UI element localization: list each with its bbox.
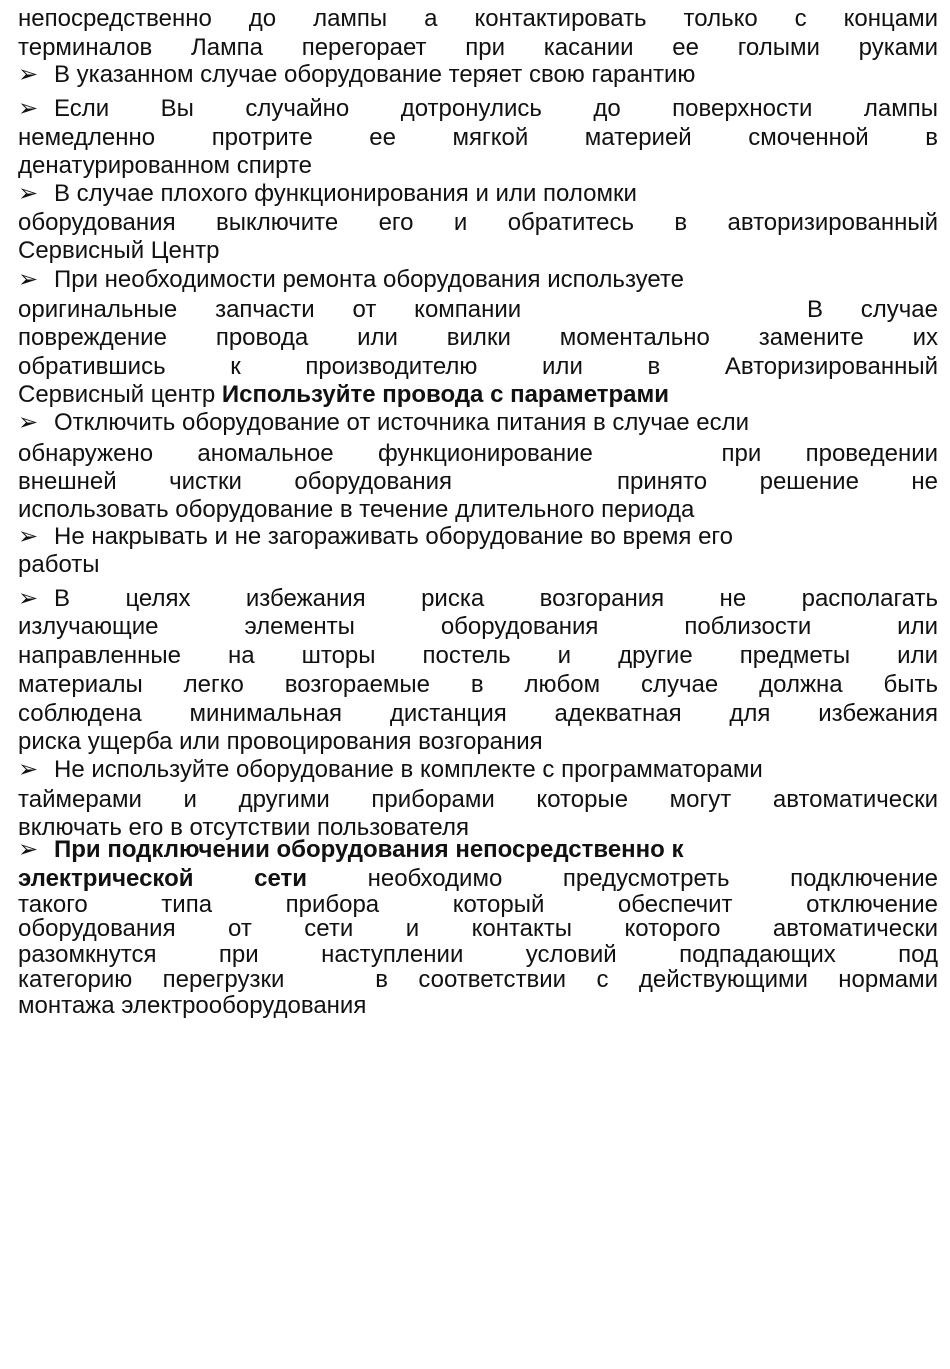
text-line: непосредственно до лампы а контактировать только с концами xyxy=(18,5,938,32)
text-line: таймерами и другими приборами которые могут автоматически xyxy=(18,786,938,813)
bold-phrase: электрической сети xyxy=(18,865,368,892)
text-line: оригинальные запчасти от компании В случае xyxy=(18,296,938,323)
text-line: обратившись к производителю или в Авторизированный xyxy=(18,353,938,380)
text-line: направленные на шторы постель и другие предметы или xyxy=(18,642,938,669)
bullet-item: ➢ Не используйте оборудование в комплекте с программаторами xyxy=(18,756,763,783)
bullet-arrow-icon: ➢ xyxy=(18,585,39,612)
text-line: оборудования от сети и контакты которого автоматически xyxy=(18,915,938,942)
text-line: такого типа прибора который обеспечит отключение xyxy=(18,891,938,918)
text-line: разомкнутся при наступлении условий подпадающих под xyxy=(18,941,938,968)
text-line: работы xyxy=(18,551,100,578)
bold-phrase: При подключении оборудования непосредственно к xyxy=(54,836,684,863)
text-line: Сервисный центр Используйте провода с параметрами xyxy=(18,381,669,408)
text-line: монтажа электрооборудования xyxy=(18,992,367,1019)
bullet-item: ➢ Не накрывать и не загораживать оборудование во время его xyxy=(18,523,734,550)
bullet-item: ➢ При необходимости ремонта оборудования используете xyxy=(18,266,685,293)
bullet-arrow-icon: ➢ xyxy=(18,180,39,207)
bullet-item: ➢ Отключить оборудование от источника питания в случае если xyxy=(18,409,750,436)
bullet-item: ➢ В целях избежания риска возгорания не располагать xyxy=(18,585,938,612)
text-line: денатурированном спирте xyxy=(18,152,313,179)
bullet-item: ➢ В указанном случае оборудование теряет свою гарантию xyxy=(18,61,696,88)
text-line: включать его в отсутствии пользователя xyxy=(18,814,469,841)
text-line: соблюдена минимальная дистанция адекватная для избежания xyxy=(18,700,938,727)
text-line: излучающие элементы оборудования поблизости или xyxy=(18,613,938,640)
bold-phrase: Используйте провода с параметрами xyxy=(221,381,669,408)
bullet-arrow-icon: ➢ xyxy=(18,95,39,122)
bullet-item: ➢ В случае плохого функционирования и или поломки xyxy=(18,180,637,207)
text-line: оборудования выключите его и обратитесь в авторизированный xyxy=(18,209,938,236)
bullet-arrow-icon: ➢ xyxy=(18,523,39,550)
text-line: электрической сети необходимо предусмотреть подключение xyxy=(18,865,938,892)
bullet-item: ➢ Если Вы случайно дотронулись до поверхности лампы xyxy=(18,95,938,122)
bullet-arrow-icon: ➢ xyxy=(18,756,39,783)
text-line: повреждение провода или вилки моментально замените их xyxy=(18,324,938,351)
text-line: материалы легко возгораемые в любом случае должна быть xyxy=(18,671,938,698)
text-line: риска ущерба или провоцирования возгорания xyxy=(18,728,543,755)
text-line: внешней чистки оборудования принято решение не xyxy=(18,468,938,495)
bullet-arrow-icon: ➢ xyxy=(18,409,39,436)
text-line: обнаружено аномальное функционирование при проведении xyxy=(18,440,938,467)
bullet-arrow-icon: ➢ xyxy=(18,836,39,863)
text-line: терминалов Лампа перегорает при касании ее голыми руками xyxy=(18,34,938,61)
text-line: использовать оборудование в течение длительного периода xyxy=(18,496,695,523)
bullet-item xyxy=(18,835,938,864)
bullet-arrow-icon: ➢ xyxy=(18,266,39,293)
text-line: немедленно протрите ее мягкой материей смоченной в xyxy=(18,124,938,151)
text-line: Сервисный Центр xyxy=(18,237,220,264)
bullet-arrow-icon: ➢ xyxy=(18,61,39,88)
text-line: категорию перегрузки в соответствии с действующими нормами xyxy=(18,966,938,993)
